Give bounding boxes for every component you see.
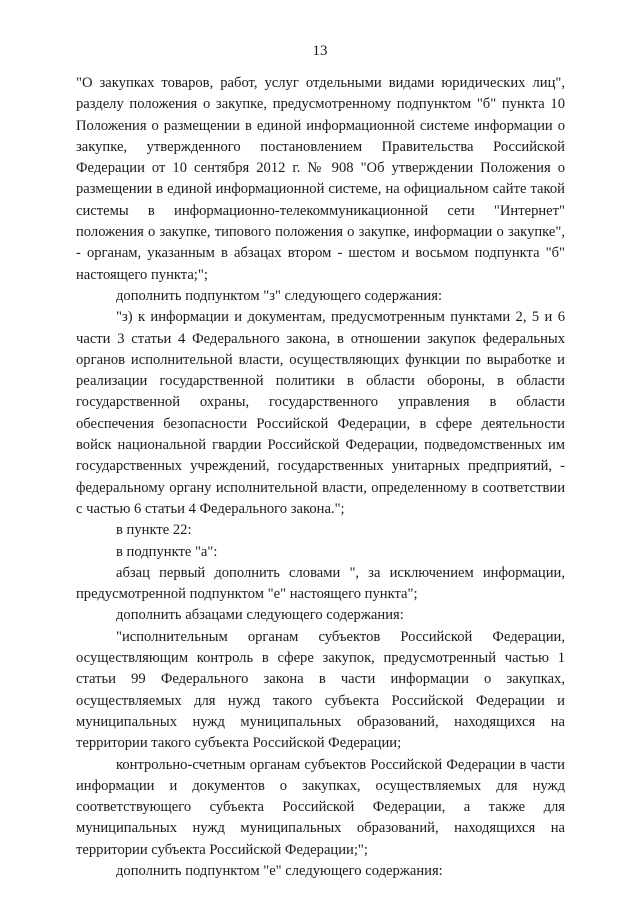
document-body — [76, 73, 565, 882]
paragraph: дополнить абзацами следующего содержания: — [116, 607, 404, 624]
paragraph: "О закупках товаров, работ, услуг отдельными видами юридических лиц", разделу положения о закупке, предусмотренному подпунктом "б" пункта 10 Положения о размещении в единой информационной системе информации о закупке, утвержденного постановлением Правительства Российской Федерации от 10 сентября 2012 г. № 908 "Об утверждении Положения о размещении в единой информационной системе, на официальном сайте такой системы в информационно-телекоммуникационной сети "Интернет" положения о закупке, типового положения о закупке, информации о закупке", - органам, указанным в абзацах втором - шестом и восьмом подпункта "б" настоящего пункта;"; — [76, 75, 565, 283]
paragraph: абзац первый дополнить словами ", за исключением информации, предусмотренной подпунктом "е" настоящего пункта"; — [76, 564, 565, 603]
page-number: 13 — [312, 43, 328, 59]
paragraph: дополнить подпунктом "е" следующего содержания: — [116, 862, 443, 879]
paragraph: в подпункте "а": — [116, 543, 218, 560]
paragraph: в пункте 22: — [116, 522, 192, 539]
paragraph: дополнить подпунктом "з" следующего содержания: — [116, 287, 443, 304]
paragraph: "исполнительным органам субъектов Российской Федерации, осуществляющим контроль в сфере закупок, предусмотренный частью 1 статьи 99 Федерального закона в части информации о закупках, осуществляемых для нужд такого субъекта Российской Федерации и муниципальных нужд муниципальных образований, находящихся на территории такого субъекта Российской Федерации; — [76, 628, 565, 752]
paragraph: контрольно-счетным органам субъектов Российской Федерации в части информации и документов о закупках, осуществляемых для нужд соответствующего субъекта Российской Федерации, а также для муниципальных нужд муниципальных образований, находящихся на территории субъекта Российской Федерации;"; — [76, 756, 565, 858]
paragraph: "з) к информации и документам, предусмотренным пунктами 2, 5 и 6 части 3 статьи 4 Федерального закона, в отношении закупок федеральных органов исполнительной власти, осуществляющих функции по выработке и реализации государственной политики в области обороны, в области государственной охраны, государственного управления в области обеспечения безопасности Российской Федерации, в сфере деятельности войск национальной гвардии Российской Федерации, подведомственных им государственных учреждений, государственных унитарных предприятий, - федеральному органу исполнительной власти, определенному в соответствии с частью 6 статьи 4 Федерального закона."; — [76, 309, 565, 517]
